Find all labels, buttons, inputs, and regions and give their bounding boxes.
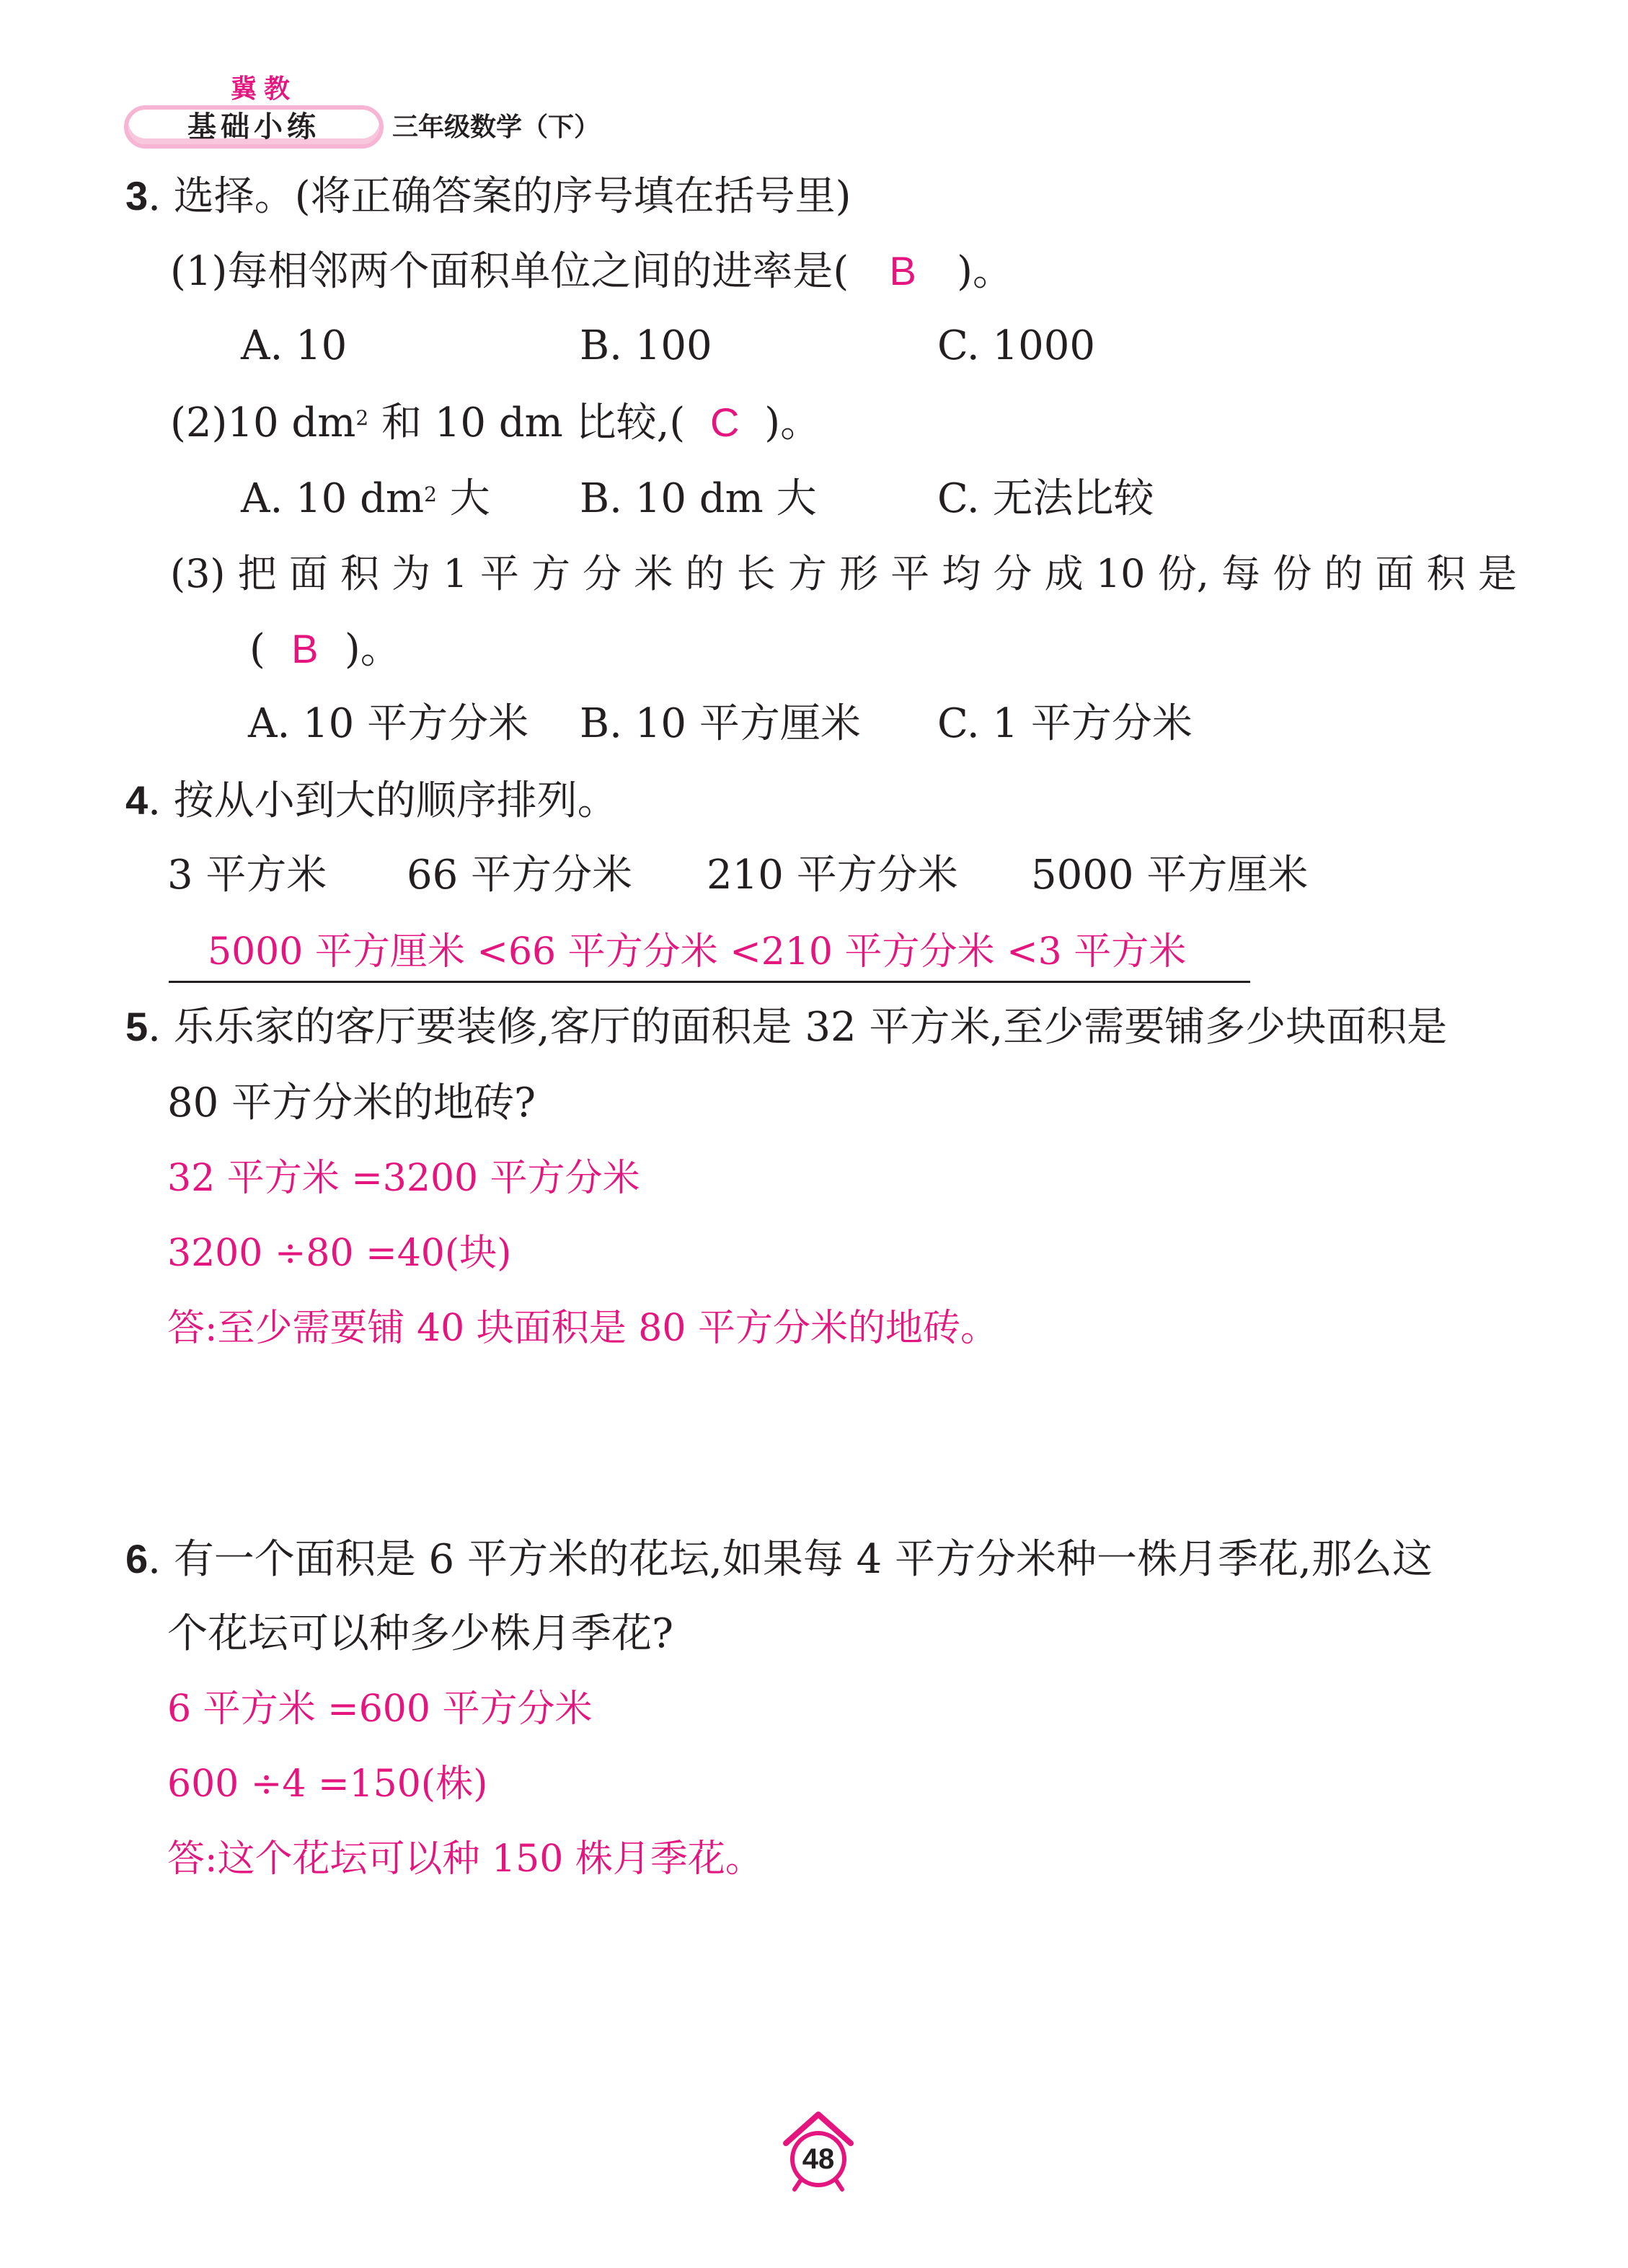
q5-stem-line1 [125, 1001, 1447, 1054]
q6-stem-line2: 个花坛可以种多少株月季花? [167, 1610, 674, 1657]
q5-solution-1: 32 平方米 =3200 平方分米 [167, 1157, 640, 1200]
q3-1-option-b: B. 100 [580, 322, 712, 369]
q4-value-4: 5000 平方厘米 [1031, 852, 1309, 899]
q6-stem-text-1: . 有一个面积是 6 平方米的花坛,如果每 4 平方分米种一株月季花,那么这 [148, 1536, 1433, 1583]
q4-value-2: 66 平方分米 [407, 852, 633, 899]
q3-3-option-a: A. 10 平方分米 [248, 700, 529, 747]
q4-stem-text: . 按从小到大的顺序排列。 [148, 777, 618, 824]
q3-2-label-sup: 2 [355, 406, 369, 430]
header-publisher: 冀教 [231, 74, 298, 104]
q4-value-1: 3 平方米 [167, 852, 327, 899]
q5-number: 5 [125, 1004, 149, 1049]
q3-1-label: (1)每相邻两个面积单位之间的进率是( [170, 248, 849, 295]
q3-3-tail: )。 [344, 626, 401, 673]
q3-2 [170, 397, 820, 449]
q4-answer: 5000 平方厘米 <66 平方分米 <210 平方分米 <3 平方米 [208, 930, 1187, 974]
q3-2-option-a [241, 473, 490, 525]
q4-stem [125, 775, 618, 827]
header-series: 基础小练 [187, 110, 320, 144]
q6-solution-2: 600 ÷4 =150(株) [167, 1762, 488, 1806]
q4-value-3: 210 平方分米 [707, 852, 958, 899]
q6-number: 6 [125, 1536, 149, 1581]
page-number: 48 [802, 2143, 835, 2175]
page-header [124, 69, 643, 156]
q5-stem-line2: 80 平方分米的地砖? [167, 1080, 536, 1126]
q3-2-tail: )。 [764, 400, 821, 446]
q3-2-option-a-sup: 2 [424, 482, 437, 506]
q3-stem-text: . 选择。(将正确答案的序号填在括号里) [148, 173, 851, 220]
q3-2-answer: C [710, 400, 740, 445]
q3-2-label-a: (2)10 dm [170, 400, 356, 446]
q3-1 [170, 245, 1013, 298]
q6-solution-answer: 答:这个花坛可以种 150 株月季花。 [167, 1837, 763, 1881]
q3-1-option-c: C. 1000 [937, 322, 1095, 369]
q3-1-tail: )。 [957, 248, 1014, 295]
q5-solution-answer: 答:至少需要铺 40 块面积是 80 平方分米的地砖。 [167, 1307, 998, 1350]
q3-2-label-b: 和 10 dm 比较,( [368, 400, 686, 446]
q3-3-label: (3) 把 面 积 为 1 平 方 分 米 的 长 方 形 平 均 分 成 10 份, 每 份 的 面 积 是 [170, 551, 1517, 596]
q3-3-option-c: C. 1 平方分米 [937, 700, 1193, 747]
q3-1-answer: B [889, 248, 916, 294]
q6-stem-line1 [125, 1533, 1433, 1586]
header-grade: 三年级数学（下） [392, 112, 601, 142]
q5-stem-text-1: . 乐乐家的客厅要装修,客厅的面积是 32 平方米,至少需要铺多少块面积是 [148, 1004, 1448, 1051]
q3-2-option-a-post: 大 [436, 475, 490, 522]
q6-solution-1: 6 平方米 =600 平方分米 [167, 1687, 593, 1731]
q3-3-option-b: B. 10 平方厘米 [580, 700, 861, 747]
q3-number: 3 [125, 173, 149, 219]
q3-2-option-b: B. 10 dm 大 [580, 475, 817, 522]
q4-answer-underline [169, 981, 1250, 983]
q3-2-option-a-pre: A. 10 dm [241, 475, 425, 522]
page-number-badge [779, 2106, 858, 2192]
q4-number: 4 [125, 777, 149, 823]
q3-stem [125, 170, 851, 223]
q3-3-answer: B [291, 626, 319, 671]
q5-solution-2: 3200 ÷80 =40(块) [167, 1232, 512, 1275]
q3-1-option-a: A. 10 [241, 322, 348, 369]
q3-3-open: ( [249, 626, 265, 673]
q3-3-blank [249, 623, 401, 676]
q3-2-option-c: C. 无法比较 [937, 475, 1154, 522]
